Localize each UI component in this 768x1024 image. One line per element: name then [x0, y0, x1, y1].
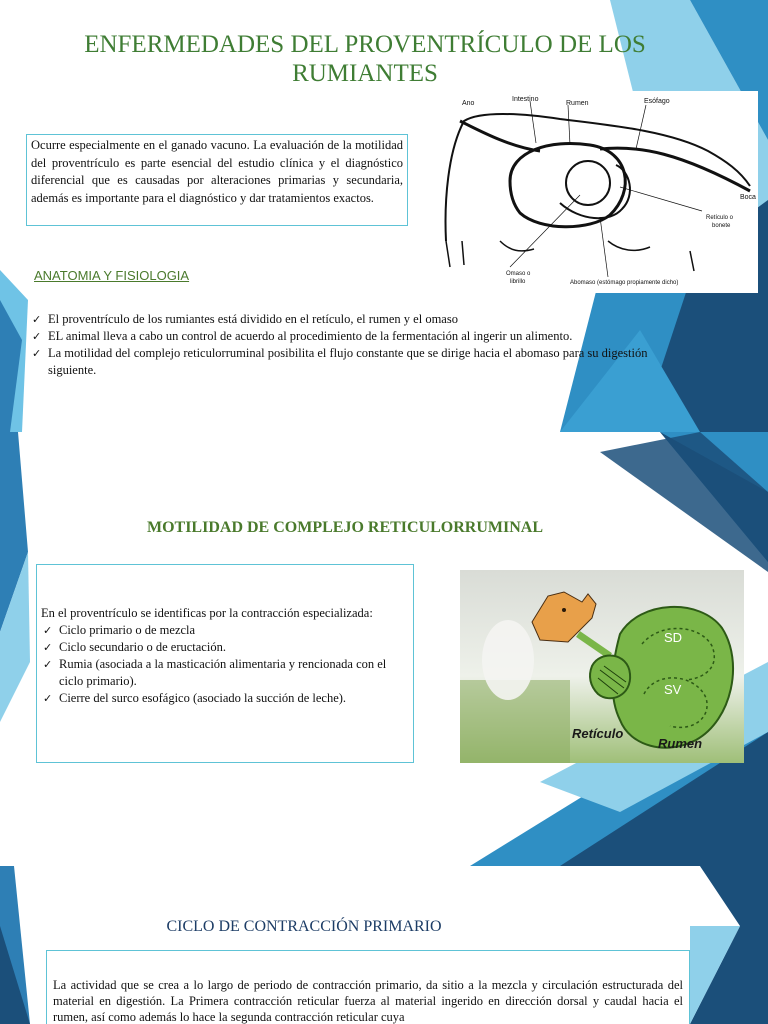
reticulorumen-figure — [460, 570, 744, 763]
anatomy-bullet: ✓ La motilidad del complejo reticulorruminal posibilita el flujo constante que se dirige hacia el abomaso para su digestión siguiente. — [30, 345, 656, 379]
slide-3 — [0, 866, 768, 1024]
motility-bullet: ✓ Ciclo secundario o de eructación. — [41, 639, 407, 656]
primary-cycle-text: La actividad que se crea a lo largo de periodo de contracción primario, da sitio a la mezcla y circulación estructurada del material en digestión. La Primera contracción reticular fuerza al material ingerido en dirección dorsal y caudal hacia el rumen, así como además lo hace la segunda contracción reticular cuya — [53, 978, 683, 1024]
intro-box — [26, 134, 408, 226]
diagram-label-rumen: Rumen — [566, 100, 589, 107]
anatomy-bullet: ✓ El proventrículo de los rumiantes está dividido en el retículo, el rumen y el omaso — [30, 311, 670, 328]
motility-bullet: ✓ Cierre del surco esofágico (asociado la succión de leche). — [41, 690, 407, 707]
diagram-label-esofago: Esófago — [644, 98, 670, 105]
motility-bullet: ✓ Rumia (asociada a la masticación alimentaria y rencionada con el ciclo primario). — [41, 656, 407, 690]
primary-cycle-box — [46, 950, 690, 1024]
motility-bullet: ✓ Ciclo primario o de mezcla — [41, 622, 407, 639]
anatomy-bullet: ✓ EL animal lleva a cabo un control de acuerdo al procedimiento de la fermentación al ingerir un alimento. — [30, 328, 670, 345]
diagram-label-abomaso: Abomaso (estómago propiamente dicho) — [570, 280, 679, 286]
diagram-label-omaso: Omaso o librillo — [506, 271, 531, 285]
motility-box — [36, 564, 414, 763]
anatomy-heading: ANATOMIA Y FISIOLOGIA — [34, 268, 190, 283]
diagram-label-reticulo: Retículo o bonete — [706, 215, 734, 229]
slide-2-title: MOTILIDAD DE COMPLEJO RETICULORRUMINAL — [146, 519, 544, 536]
ruminant-digestive-diagram — [440, 91, 758, 293]
motility-intro: En el proventrículo se identificas por la contracción especializada: — [41, 606, 373, 620]
diagram-label-ano: Ano — [462, 100, 475, 107]
motility-bullet-list — [41, 622, 407, 707]
slide-1 — [0, 0, 768, 432]
slide-2 — [0, 432, 768, 866]
slide-1-title: ENFERMEDADES DEL PROVENTRÍCULO DE LOS RUMIANTES — [84, 31, 646, 87]
figure-label-sv: SV — [664, 682, 682, 697]
anatomy-bullet-list — [30, 311, 670, 379]
intro-text: Ocurre especialmente en el ganado vacuno. La evaluación de la motilidad del proventrículo es parte esencial del estudio clínica y el diagnóstico diferencial que es causadas por alteraciones primarias y secundaria, además es importante para el diagnóstico y dar tratamientos exactos. — [31, 138, 403, 205]
figure-label-sd: SD — [664, 630, 683, 645]
figure-label-rumen: Rumen — [658, 736, 703, 751]
diagram-label-intestino: Intestino — [512, 96, 539, 103]
slide-3-title: CICLO DE CONTRACCIÓN PRIMARIO — [166, 918, 442, 935]
diagram-label-boca: Boca — [740, 194, 756, 201]
figure-label-reticulo: Retículo — [572, 726, 624, 741]
